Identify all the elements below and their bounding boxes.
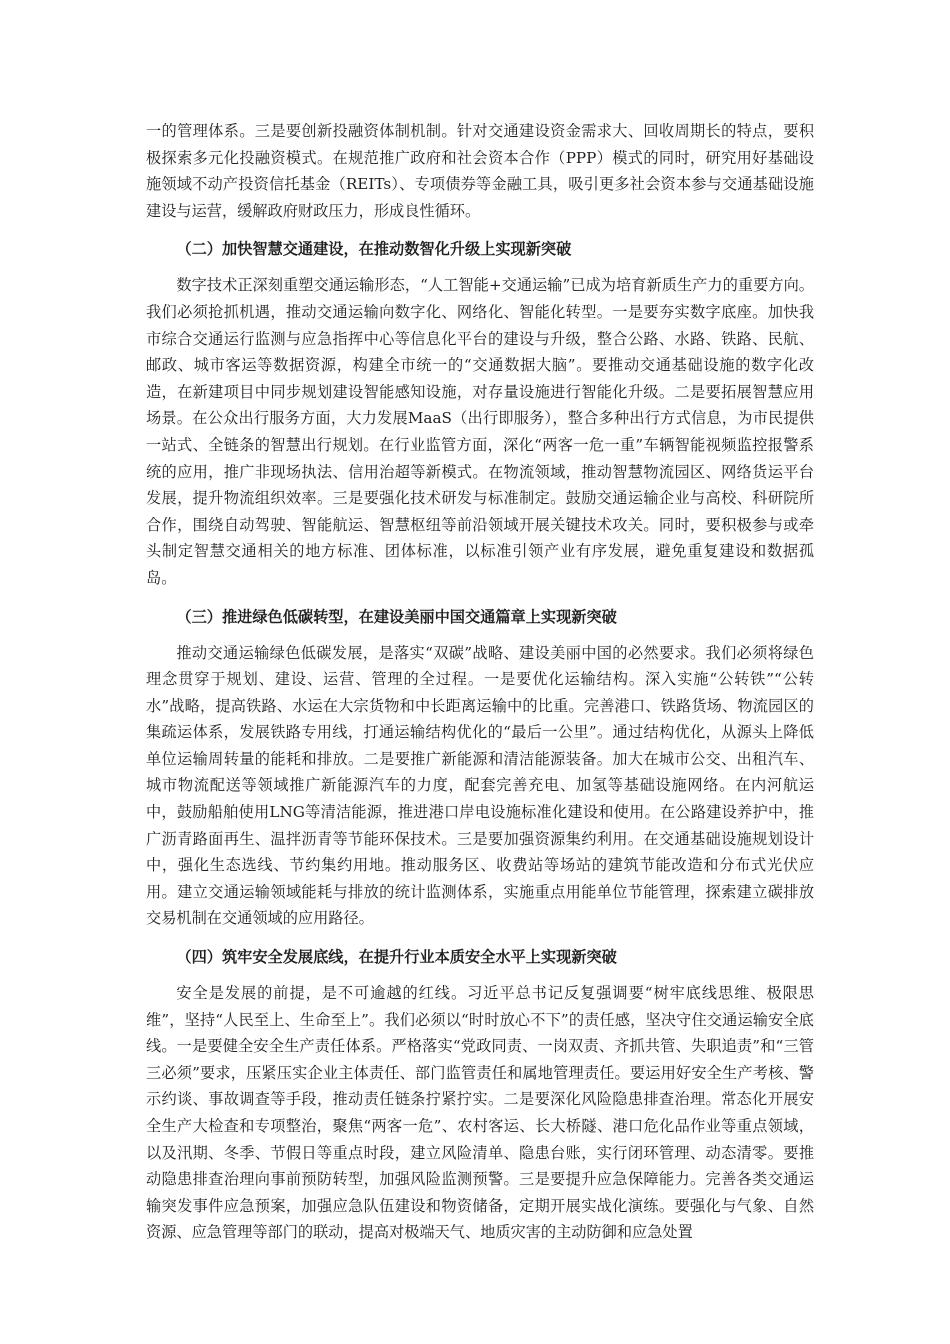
- section-heading-green-transition: （三）推进绿色低碳转型，在建设美丽中国交通篇章上实现新突破: [176, 607, 617, 626]
- paragraph-safety: 安全是发展的前提，是不可逾越的红线。习近平总书记反复强调要“树牢底线思维、极限思维”，坚持“人民至上、生命至上”。我们必须以“时时放心不下”的责任感，坚决守住交通运输安全底线。一是要健全安全生产责任体系。严格落实“党政同责、一岗双责、齐抓共管、失职追责”和“三管三必须”要求，压紧压实企业主体责任、部门监管责任和属地管理责任。要运用好安全生产考核、警示约谈、事故调查等手段，推动责任链条拧紧拧实。二是要深化风险隐患排查治理。常态化开展安全生产大检查和专项整治，聚焦“两客一危”、农村客运、长大桥隧、港口危化品作业等重点领域，以及汛期、冬季、节假日等重点时段，建立风险清单、隐患台账，实行闭环管理、动态清零。要推动隐患排查治理向事前预防转型，加强风险监测预警。三是要提升应急保障能力。完善各类交通运输突发事件应急预案，加强应急队伍建设和物资储备，定期开展实战化演练。要强化与气象、自然资源、应急管理等部门的联动，提高对极端天气、地质灾害的主动防御和应急处置: [146, 984, 814, 1242]
- paragraph-investment-financing: 一的管理体系。三是要创新投融资体制机制。针对交通建设资金需求大、回收周期长的特点，要积极探索多元化投融资模式。在规范推广政府和社会资本合作（PPP）模式的同时，研究用好基础设施领域不动产投资信托基金（REITs）、专项债券等金融工具，吸引更多社会资本参与交通基础设施建设与运营，缓解政府财政压力，形成良性循环。: [146, 122, 814, 220]
- paragraph-green-transition: 推动交通运输绿色低碳发展，是落实“双碳”战略、建设美丽中国的必然要求。我们必须将绿色理念贯穿于规划、建设、运营、管理的全过程。一是要优化运输结构。深入实施“公转铁”“公转水”战略，提高铁路、水运在大宗货物和中长距离运输中的比重。完善港口、铁路货场、物流园区的集疏运体系，发展铁路专用线，打通运输结构优化的“最后一公里”。通过结构优化，从源头上降低单位运输周转量的能耗和排放。二是要推广新能源和清洁能源装备。加大在城市公交、出租汽车、城市物流配送等领域推广新能源汽车的力度，配套完善充电、加氢等基础设施网络。在内河航运中，鼓励船舶使用LNG等清洁能源，推进港口岸电设施标准化建设和使用。在公路建设养护中，推广沥青路面再生、温拌沥青等节能环保技术。三是要加强资源集约利用。在交通基础设施规划设计中，强化生态选线、节约集约用地。推动服务区、收费站等场站的建筑节能改造和分布式光伏应用。建立交通运输领域能耗与排放的统计监测体系，实施重点用能单位节能管理，探索建立碳排放交易机制在交通领域的应用路径。: [146, 643, 814, 928]
- paragraph-smart-transport: 数字技术正深刻重塑交通运输形态，“人工智能+交通运输”已成为培育新质生产力的重要方向。我们必须抢抓机遇，推动交通运输向数字化、网络化、智能化转型。一是要夯实数字底座。加快我市综合交通运行监测与应急指挥中心等信息化平台的建设与升级，整合公路、水路、铁路、民航、邮政、城市客运等数据资源，构建全市统一的“交通数据大脑”。要推动交通基础设施的数字化改造，在新建项目中同步规划建设智能感知设施，对存量设施进行智能化升级。二是要拓展智慧应用场景。在公众出行服务方面，大力发展MaaS（出行即服务），整合多种出行方式信息，为市民提供一站式、全链条的智慧出行规划。在行业监管方面，深化“两客一危一重”车辆智能视频监控报警系统的应用，推广非现场执法、信用治超等新模式。在物流领域，推动智慧物流园区、网络货运平台发展，提升物流组织效率。三是要强化技术研发与标准制定。鼓励交通运输企业与高校、科研院所合作，围绕自动驾驶、智能航运、智慧枢纽等前沿领域开展关键技术攻关。同时，要积极参与或牵头制定智慧交通相关的地方标准、团体标准，以标准引领产业有序发展，避免重复建设和数据孤岛。: [146, 276, 814, 587]
- section-heading-safety: （四）筑牢安全发展底线，在提升行业本质安全水平上实现新突破: [176, 948, 617, 967]
- section-heading-smart-transport: （二）加快智慧交通建设，在推动数智化升级上实现新突破: [176, 240, 572, 259]
